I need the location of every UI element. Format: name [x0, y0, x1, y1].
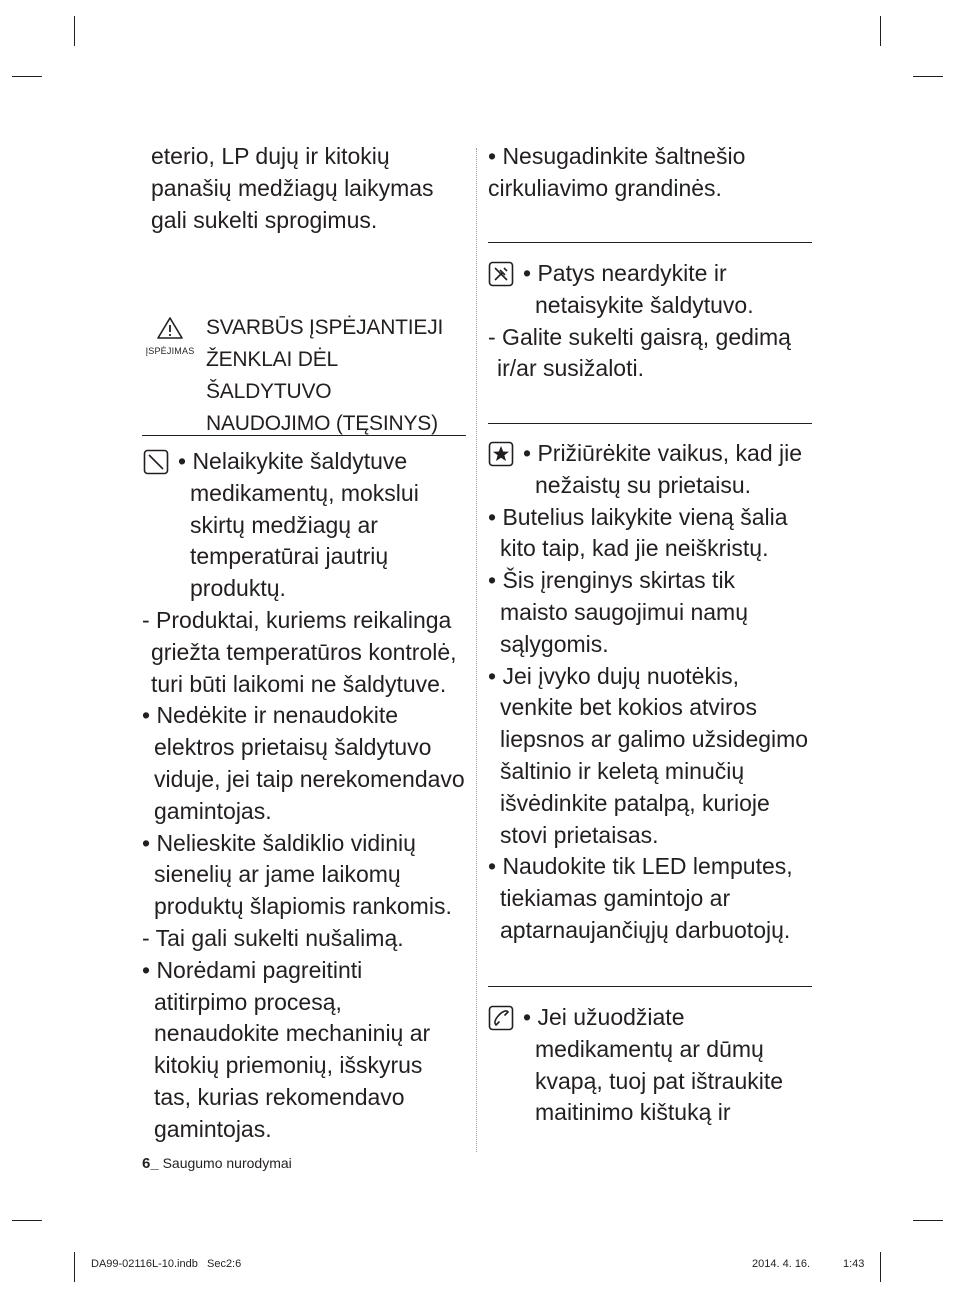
text-line: medikamentų ar dūmų: [535, 1035, 764, 1062]
text-line: gamintojas.: [154, 1115, 272, 1142]
bullet-item: • Nelieskite šaldiklio vidinių: [142, 829, 416, 856]
print-date: 2014. 4. 16.: [752, 1258, 811, 1270]
text-line: nežaistų su prietaisu.: [535, 471, 752, 498]
text-line: sąlygomis.: [500, 630, 609, 657]
text-line: panašių medžiagų laikymas: [151, 174, 434, 201]
left-body: [142, 446, 472, 1146]
bullet-item: • Prižiūrėkite vaikus, kad jie: [523, 440, 803, 466]
crop-mark: [12, 1220, 42, 1221]
bullet-item: • Nelaikykite šaldytuve: [178, 448, 408, 474]
text-line: šaltinio ir keletą minučių: [500, 757, 745, 784]
section-rule: [488, 423, 812, 424]
print-file-info: DA99-02116L-10.indb Sec2:6: [91, 1258, 242, 1270]
text-line: tiekiamas gamintojo ar: [500, 885, 731, 912]
bullet-item: • Nedėkite ir nenaudokite: [142, 702, 399, 729]
text-line: nenaudokite mechaninių ar: [154, 1020, 431, 1047]
section-name: Saugumo nurodymai: [162, 1155, 292, 1171]
text-line: skirtų medžiagų ar: [190, 511, 378, 538]
crop-mark: [913, 76, 943, 77]
text-line: cirkuliavimo grandinės.: [488, 174, 722, 201]
bullet-item: • Jei įvyko dujų nuotėkis,: [488, 662, 739, 689]
text-line: griežta temperatūros kontrolė,: [151, 638, 457, 665]
section-rule: [488, 986, 812, 987]
crop-mark: [12, 76, 42, 77]
bullet-item: • Patys neardykite ir: [523, 260, 727, 286]
bullet-item: • Butelius laikykite vieną šalia: [488, 503, 788, 530]
heading-rule: [142, 435, 466, 436]
text-line: elektros prietaisų šaldytuvo: [154, 734, 432, 761]
crop-mark: [74, 16, 75, 46]
text-line: netaisykite šaldytuvo.: [535, 291, 754, 318]
bullet-item: • Norėdami pagreitinti: [142, 956, 363, 983]
crop-mark: [74, 1252, 75, 1282]
text-line: kito taip, kad jie neiškristų.: [500, 535, 769, 562]
text-line: eterio, LP dujų ir kitokių: [151, 143, 390, 169]
heading-line: ŠALDYTUVO: [206, 380, 332, 403]
text-line: produktų.: [190, 575, 286, 602]
text-line: gali sukelti sprogimus.: [151, 206, 378, 233]
text-line: maitinimo kištuką ir: [535, 1099, 731, 1126]
text-line: sienelių ar jame laikomų: [154, 861, 401, 888]
right-section-3: [488, 438, 818, 947]
text-line: gamintojas.: [154, 797, 272, 824]
bullet-item: • Naudokite tik LED lemputes,: [488, 853, 793, 880]
crop-mark: [880, 1252, 881, 1282]
text-line: turi būti laikomi ne šaldytuve.: [151, 670, 447, 697]
right-section-4: [488, 1002, 818, 1129]
text-line: atitirpimo procesą,: [154, 988, 342, 1015]
right-top: [488, 141, 818, 205]
page-footer: [142, 1155, 292, 1172]
column-divider: [476, 148, 477, 1152]
text-line: temperatūrai jautrių: [190, 543, 389, 570]
text-line: aptarnaujančiųjų darbuotojų.: [500, 916, 791, 943]
print-time: 1:43: [843, 1258, 865, 1270]
text-line: ir/ar susižaloti.: [497, 355, 644, 382]
text-line: liepsnos ar galimo užsidegimo: [500, 726, 809, 753]
heading-line: NAUDOJIMO (TĘSINYS): [206, 412, 438, 435]
section-heading: [206, 312, 466, 440]
dash-item: - Produktai, kuriems reikalinga: [142, 606, 452, 633]
text-line: venkite bet kokios atviros: [500, 694, 757, 721]
text-line: tas, kurias rekomendavo: [154, 1083, 405, 1110]
bullet-item: • Jei užuodžiate: [523, 1004, 685, 1030]
crop-mark: [880, 16, 881, 46]
section-rule: [488, 242, 812, 243]
heading-line: ŽENKLAI DĖL: [206, 348, 339, 371]
intro-text: [151, 141, 461, 236]
text-line: medikamentų, mokslui: [190, 479, 419, 506]
text-line: produktų šlapiomis rankomis.: [154, 893, 452, 920]
text-line: kvapą, tuoj pat ištraukite: [535, 1067, 784, 1094]
text-line: išvėdinkite patalpą, kurioje: [500, 789, 770, 816]
heading-line: SVARBŪS ĮSPĖJANTIEJI: [206, 316, 444, 339]
dash-item: - Galite sukelti gaisrą, gedimą: [488, 323, 791, 350]
page-number: 6_: [142, 1155, 159, 1172]
text-line: stovi prietaisas.: [500, 821, 659, 848]
dash-item: - Tai gali sukelti nušalimą.: [142, 924, 404, 951]
bullet-item: • Nesugadinkite šaltnešio: [488, 143, 746, 169]
warning-label: ĮSPĖJIMAS: [145, 346, 195, 356]
text-line: kitokių priemonių, išskyrus: [154, 1052, 423, 1079]
text-line: viduje, jei taip nerekomendavo: [154, 765, 465, 792]
warning-badge: [142, 316, 198, 356]
right-section-2: [488, 258, 818, 385]
text-line: maisto saugojimui namų: [500, 598, 749, 625]
crop-mark: [913, 1220, 943, 1221]
warning-triangle-icon: [142, 316, 198, 340]
bullet-item: • Šis įrenginys skirtas tik: [488, 567, 736, 594]
